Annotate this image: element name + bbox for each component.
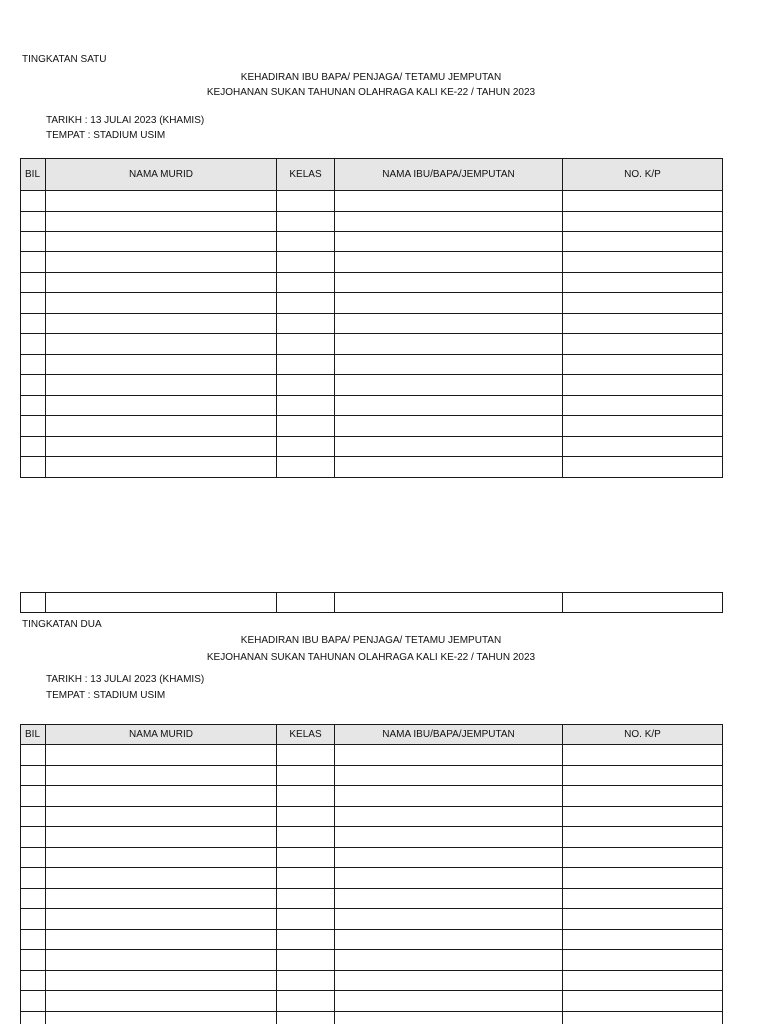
table-row: [21, 950, 723, 971]
table-row: [21, 766, 723, 786]
attendance-table: [20, 724, 723, 1024]
continuation-table: [20, 592, 723, 613]
column-header-no-kp: NO. K/P: [563, 159, 723, 191]
table-row: [21, 314, 723, 334]
table-row: [21, 396, 723, 416]
event-heading: KEJOHANAN SUKAN TAHUNAN OLAHRAGA KALI KE-22 / TAHUN 2023: [206, 87, 536, 98]
table-row: [21, 334, 723, 355]
table-row: [21, 416, 723, 437]
table-row: [21, 930, 723, 950]
table-row: [21, 971, 723, 991]
table-row: [21, 909, 723, 930]
table-header-row: [21, 159, 723, 191]
event-venue: TEMPAT : STADIUM USIM: [46, 690, 166, 701]
table-row: [21, 273, 723, 293]
table-row: [21, 375, 723, 396]
event-date: TARIKH : 13 JULAI 2023 (KHAMIS): [46, 115, 205, 126]
table-row: [21, 786, 723, 807]
form-heading: KEHADIRAN IBU BAPA/ PENJAGA/ TETAMU JEMPUTAN: [240, 72, 502, 83]
column-header-bil: BIL: [21, 159, 46, 191]
table-row: [21, 807, 723, 827]
table-row: [21, 212, 723, 232]
event-venue: TEMPAT : STADIUM USIM: [46, 130, 166, 141]
level-label: TINGKATAN DUA: [22, 619, 102, 630]
column-header-nama-ibu-bapa: NAMA IBU/BAPA/JEMPUTAN: [335, 725, 563, 745]
column-header-no-kp: NO. K/P: [563, 725, 723, 745]
column-header-kelas: KELAS: [277, 159, 335, 191]
table-row: [21, 745, 723, 766]
table-row: [21, 293, 723, 314]
table-row: [21, 232, 723, 252]
column-header-nama-murid: NAMA MURID: [46, 725, 277, 745]
table-row: [21, 252, 723, 273]
event-date: TARIKH : 13 JULAI 2023 (KHAMIS): [46, 674, 205, 685]
column-header-nama-ibu-bapa: NAMA IBU/BAPA/JEMPUTAN: [335, 159, 563, 191]
event-heading: KEJOHANAN SUKAN TAHUNAN OLAHRAGA KALI KE-22 / TAHUN 2023: [206, 652, 536, 663]
column-header-kelas: KELAS: [277, 725, 335, 745]
table-row: [21, 437, 723, 457]
table-row: [21, 889, 723, 909]
table-row: [21, 991, 723, 1012]
form-heading: KEHADIRAN IBU BAPA/ PENJAGA/ TETAMU JEMPUTAN: [240, 635, 502, 646]
column-header-bil: BIL: [21, 725, 46, 745]
table-row: [21, 848, 723, 868]
table-row: [21, 868, 723, 889]
table-row: [21, 457, 723, 478]
table-header-row: [21, 725, 723, 745]
level-label: TINGKATAN SATU: [22, 54, 107, 65]
table-row: [21, 355, 723, 375]
table-row: [21, 191, 723, 212]
table-row: [21, 827, 723, 848]
table-row: [21, 593, 723, 613]
attendance-table: [20, 158, 723, 478]
table-row: [21, 1012, 723, 1024]
column-header-nama-murid: NAMA MURID: [46, 159, 277, 191]
